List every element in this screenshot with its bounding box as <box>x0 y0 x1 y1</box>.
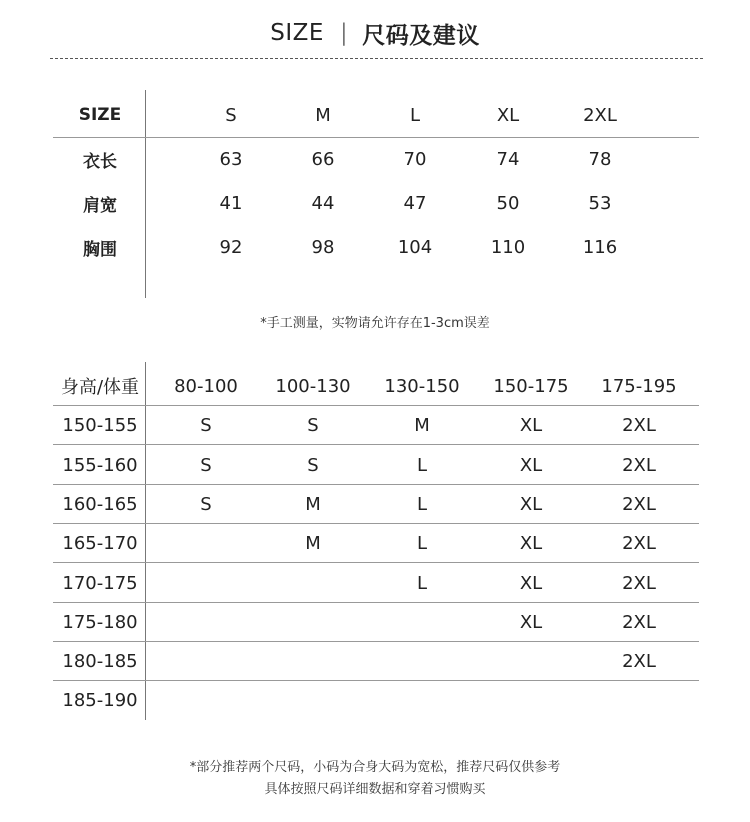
recommend-size-cell: S <box>200 493 212 515</box>
size-header-cell: M <box>315 104 331 126</box>
weight-header-cell: 130-150 <box>384 375 460 397</box>
recommend-size-cell: S <box>307 414 319 436</box>
recommend-size-cell: M <box>414 414 430 436</box>
recommend-size-cell: 2XL <box>622 532 656 554</box>
size-value-cell: 70 <box>403 148 427 170</box>
size-value-cell: 50 <box>496 192 520 214</box>
title-cn: 尺码及建议 <box>362 22 480 49</box>
size-header-cell: XL <box>496 104 520 126</box>
recommend-size-cell: 2XL <box>622 493 656 515</box>
recommend-size-cell: XL <box>519 572 543 594</box>
size-value-cell: 53 <box>588 192 612 214</box>
height-row-label: 160-165 <box>62 493 138 515</box>
recommend-size-cell: 2XL <box>622 572 656 594</box>
recommend-row-line <box>53 602 699 603</box>
recommend-size-cell: 2XL <box>622 650 656 672</box>
recommend-size-cell: L <box>416 572 428 594</box>
recommend-row-line <box>53 680 699 681</box>
size-value-cell: 47 <box>403 192 427 214</box>
recommend-size-cell: 2XL <box>622 611 656 633</box>
recommend-size-cell: 2XL <box>622 454 656 476</box>
height-row-label: 150-155 <box>62 414 138 436</box>
recommend-size-cell: M <box>305 493 321 515</box>
size-row-label: 肩宽 <box>83 195 117 216</box>
size-row-label: 衣长 <box>83 151 117 172</box>
recommend-size-cell: XL <box>519 414 543 436</box>
weight-header-cell: 150-175 <box>493 375 569 397</box>
height-row-label: 170-175 <box>62 572 138 594</box>
recommend-size-cell: S <box>307 454 319 476</box>
size-value-cell: 63 <box>219 148 243 170</box>
page-title <box>0 16 750 50</box>
height-row-label: 185-190 <box>62 689 138 711</box>
recommend-size-cell: L <box>416 454 428 476</box>
footer-note-line1: *部分推荐两个尺码，小码为合身大码为宽松，推荐尺码仅供参考 <box>189 760 561 775</box>
size-value-cell: 116 <box>582 236 618 258</box>
recommend-row-line <box>53 484 699 485</box>
recommend-size-cell: L <box>416 493 428 515</box>
height-row-label: 180-185 <box>62 650 138 672</box>
recommend-size-cell: L <box>416 532 428 554</box>
size-value-cell: 66 <box>311 148 335 170</box>
size-value-cell: 110 <box>490 236 526 258</box>
height-row-label: 165-170 <box>62 532 138 554</box>
size-value-cell: 98 <box>311 236 335 258</box>
title-en: SIZE <box>270 20 324 46</box>
recommend-corner-label: 身高/体重 <box>60 377 140 398</box>
height-row-label: 175-180 <box>62 611 138 633</box>
recommend-row-line <box>53 523 699 524</box>
size-value-cell: 78 <box>588 148 612 170</box>
recommend-row-line <box>53 641 699 642</box>
height-row-label: 155-160 <box>62 454 138 476</box>
size-header-cell: L <box>409 104 421 126</box>
size-value-cell: 74 <box>496 148 520 170</box>
footer-note-line2: 具体按照尺码详细数据和穿着习惯购买 <box>264 782 486 797</box>
weight-header-cell: 100-130 <box>275 375 351 397</box>
recommend-size-cell: XL <box>519 454 543 476</box>
recommend-size-cell: S <box>200 414 212 436</box>
size-table-divider <box>145 90 146 298</box>
recommend-row-line <box>53 444 699 445</box>
dotted-divider <box>50 58 703 59</box>
recommend-size-cell: 2XL <box>622 414 656 436</box>
recommend-size-cell: XL <box>519 493 543 515</box>
size-value-cell: 92 <box>219 236 243 258</box>
recommend-size-cell: S <box>200 454 212 476</box>
weight-header-cell: 175-195 <box>601 375 677 397</box>
recommend-size-cell: XL <box>519 611 543 633</box>
size-value-cell: 44 <box>311 192 335 214</box>
size-table-header-line <box>53 137 699 138</box>
weight-header-cell: 80-100 <box>174 375 238 397</box>
size-header-cell: S <box>225 104 237 126</box>
recommend-row-line <box>53 562 699 563</box>
size-value-cell: 104 <box>397 236 433 258</box>
recommend-size-cell: XL <box>519 532 543 554</box>
size-row-label: 胸围 <box>83 239 117 260</box>
recommend-row-line <box>53 405 699 406</box>
title-separator: | <box>339 20 349 46</box>
measure-note: *手工测量，实物请允许存在1-3cm误差 <box>260 316 490 331</box>
recommend-size-cell: M <box>305 532 321 554</box>
size-table-header-label: SIZE <box>78 105 122 125</box>
size-value-cell: 41 <box>219 192 243 214</box>
size-header-cell: 2XL <box>583 104 617 126</box>
